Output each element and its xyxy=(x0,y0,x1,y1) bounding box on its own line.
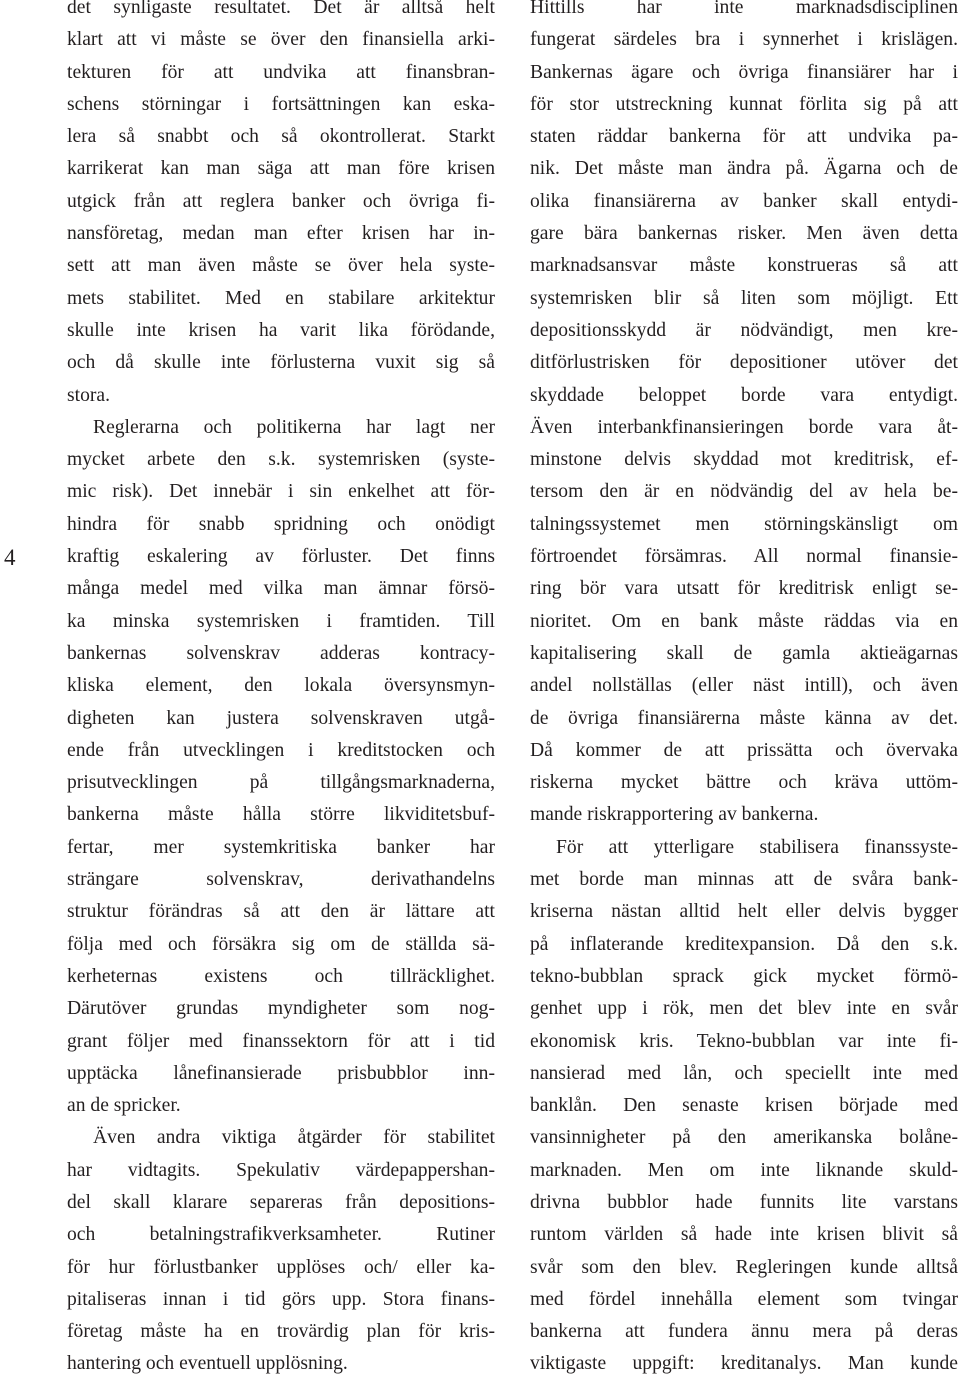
text-line: mycket arbete den s.k. systemrisken (syste- xyxy=(67,449,495,471)
text-line: Då kommer de att prissätta och övervaka xyxy=(530,739,958,761)
text-line: med fördel innehålla element som tvingar xyxy=(530,1288,958,1310)
text-line: för stor utstreckning kunnat förlita sig på att xyxy=(530,93,958,115)
page-number: 4 xyxy=(4,545,16,570)
text-line: skulle inte krisen ha varit lika förödande, xyxy=(67,319,495,341)
text-line: Även interbankfinansieringen borde vara åt- xyxy=(530,416,958,438)
text-line: bankerna att fundera ännu mera på deras xyxy=(530,1321,958,1343)
text-column-right xyxy=(530,0,958,1381)
text-line: för hur förlustbanker upplöses och/ eller ka- xyxy=(67,1256,495,1278)
text-line: sett att man även måste se över hela syste- xyxy=(67,255,495,277)
text-line: talningssystemet men störningskänsligt om xyxy=(530,513,958,535)
text-line: gare bära bankernas risker. Men även detta xyxy=(530,223,958,245)
text-line: nansföretag, medan man efter krisen har in- xyxy=(67,223,495,245)
text-line: förtroendet försämras. All normal finansie- xyxy=(530,546,958,568)
text-line: ende från utvecklingen i kreditstocken och xyxy=(67,739,495,761)
text-line: har vidtagits. Spekulativ värdepappershan- xyxy=(67,1159,495,1181)
text-line: ekonomisk kris. Tekno-bubblan var inte fi- xyxy=(530,1030,958,1052)
text-line: vansinnigheter på den amerikanska bolåne- xyxy=(530,1127,958,1149)
text-line: och betalningstrafikverksamheter. Rutiner xyxy=(67,1224,495,1246)
text-line: Reglerarna och politikerna har lagt ner xyxy=(93,416,495,438)
text-line: många medel med vilka man ämnar försö- xyxy=(67,578,495,600)
text-line: drivna bubblor hade funnits lite varstans xyxy=(530,1191,958,1213)
text-line: runtom världen så hade inte krisen blivit så xyxy=(530,1224,958,1246)
text-line: utgick från att reglera banker och övriga fi- xyxy=(67,190,495,212)
text-line: riskerna mycket bättre och kräva uttöm- xyxy=(530,772,958,794)
text-line: Bankernas ägare och övriga finansiärer har i xyxy=(530,61,958,83)
text-line: depositionsskydd är nödvändigt, men kre- xyxy=(530,319,958,341)
text-line: Även andra viktiga åtgärder för stabilitet xyxy=(93,1127,495,1149)
text-line: karrikerat kan man säga att man före krisen xyxy=(67,158,495,180)
text-line: met borde man minnas att de svåra bank- xyxy=(530,869,958,891)
text-line: banklån. Den senaste krisen började med xyxy=(530,1095,958,1117)
text-line: klart att vi måste se över den finansiella arki- xyxy=(67,29,495,51)
text-line: mic risk). Det innebär i sin enkelhet att för- xyxy=(67,481,495,503)
text-line: följa med och försäkra sig om de ställda sä- xyxy=(67,933,495,955)
text-line: staten räddar bankerna för att undvika pa- xyxy=(530,126,958,148)
text-line: Därutöver grundas myndigheter som nog- xyxy=(67,998,495,1020)
text-line: strängare solvenskrav, derivathandelns xyxy=(67,869,495,891)
text-line: olika finansiärerna av banker skall entydi- xyxy=(530,190,958,212)
text-line: prisutvecklingen på tillgångsmarknaderna, xyxy=(67,772,495,794)
text-line: de övriga finansiärerna måste känna av det. xyxy=(530,707,958,729)
text-line: bankerna måste hålla större likviditetsbuf- xyxy=(67,804,495,826)
text-line: ka minska systemrisken i framtiden. Till xyxy=(67,610,495,632)
text-line: svår som den blev. Regleringen kunde alltså xyxy=(530,1256,958,1278)
text-line: bankernas solvenskrav adderas kontracy- xyxy=(67,642,495,664)
text-line: fertar, mer systemkritiska banker har xyxy=(67,836,495,858)
text-line: fungerat särdeles bra i synnerhet i krislägen. xyxy=(530,29,958,51)
text-line: För att ytterligare stabilisera finanssyste- xyxy=(556,836,958,858)
text-line: grant följer med finanssektorn för att i tid xyxy=(67,1030,495,1052)
text-line: tersom den är en nödvändig del av hela be- xyxy=(530,481,958,503)
text-line: nik. Det måste man ändra på. Ägarna och de xyxy=(530,158,958,180)
text-line: tekno-bubblan sprack gick mycket förmö- xyxy=(530,965,958,987)
text-line: an de spricker. xyxy=(67,1095,181,1117)
text-line: systemrisken blir så liten som möjligt. Ett xyxy=(530,287,958,309)
text-line: nioritet. Om en bank måste räddas via en xyxy=(530,610,958,632)
text-line: kliska element, den lokala översynsmyn- xyxy=(67,675,495,697)
text-line: kriserna nästan alltid helt eller delvis bygger xyxy=(530,901,958,923)
text-line: mande riskrapportering av bankerna. xyxy=(530,804,819,826)
text-line: ring bör vara utsatt för kreditrisk enligt se- xyxy=(530,578,958,600)
text-line: digheten kan justera solvenskraven utgå- xyxy=(67,707,495,729)
text-line: hantering och eventuell upplösning. xyxy=(67,1353,348,1375)
text-line: stora. xyxy=(67,384,110,406)
text-line: mets stabilitet. Med en stabilare arkitektur xyxy=(67,287,495,309)
text-line: kraftig eskalering av förluster. Det finns xyxy=(67,546,495,568)
text-line: marknaden. Men om inte liknande skuld- xyxy=(530,1159,958,1181)
text-line: på inflaterande kreditexpansion. Då den s.k. xyxy=(530,933,958,955)
text-line: ditförlustrisken för depositioner utöver det xyxy=(530,352,958,374)
text-line: företag måste ha en trovärdig plan för kris- xyxy=(67,1321,495,1343)
text-line: minstone delvis skyddad mot kreditrisk, ef- xyxy=(530,449,958,471)
text-line: kerheternas existens och tillräcklighet. xyxy=(67,965,495,987)
text-line: genhet upp i rök, men det blev inte en svår xyxy=(530,998,958,1020)
text-column-left xyxy=(67,0,495,1381)
text-line: upptäcka lånefinansierade prisbubblor inn- xyxy=(67,1062,495,1084)
text-line: det synligaste resultatet. Det är alltså helt xyxy=(67,0,495,18)
text-line: hindra för snabb spridning och onödigt xyxy=(67,513,495,535)
text-line: viktigaste uppgift: kreditanalys. Man kunde xyxy=(530,1353,958,1375)
text-line: schens störningar i fortsättningen kan eska- xyxy=(67,93,495,115)
text-line: kapitalisering skall de gamla aktieägarnas xyxy=(530,642,958,664)
text-line: struktur förändras så att den är lättare att xyxy=(67,901,495,923)
text-line: tekturen för att undvika att finansbran- xyxy=(67,61,495,83)
text-line: marknadsansvar måste konstrueras så att xyxy=(530,255,958,277)
text-line: och då skulle inte förlusterna vuxit sig så xyxy=(67,352,495,374)
text-line: andel nollställas (eller näst intill), och även xyxy=(530,675,958,697)
text-line: pitaliseras innan i tid görs upp. Stora finans- xyxy=(67,1288,495,1310)
text-line: Hittills har inte marknadsdisciplinen xyxy=(530,0,958,18)
text-line: del skall klarare separeras från depositions- xyxy=(67,1191,495,1213)
text-line: skyddade beloppet borde vara entydigt. xyxy=(530,384,958,406)
text-line: lera så snabbt och så okontrollerat. Starkt xyxy=(67,126,495,148)
text-line: nansierad med lån, och speciellt inte med xyxy=(530,1062,958,1084)
